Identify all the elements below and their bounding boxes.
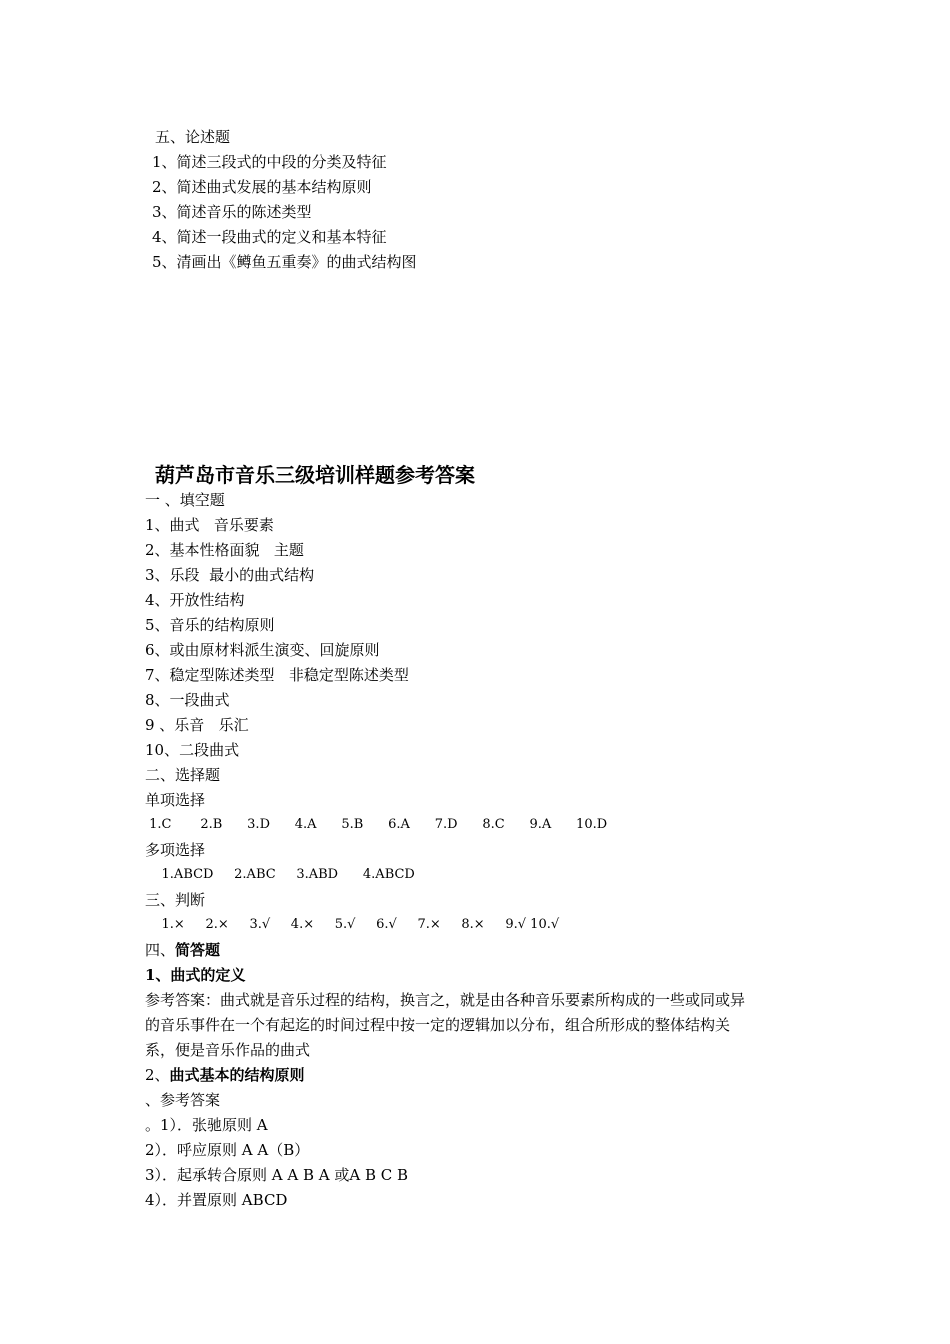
- q2-item: 4）．并置原则 ABCD: [145, 1191, 288, 1209]
- q1-answer-line: 参考答案：曲式就是音乐过程的结构，换言之，就是由各种音乐要素所构成的一些或同或异: [145, 991, 746, 1009]
- answers-title: 葫芦岛市音乐三级培训样题参考答案: [155, 463, 475, 487]
- fill-item: 3、乐段 最小的曲式结构: [145, 566, 315, 584]
- fill-item: 2、基本性格面貌 主题: [145, 541, 304, 559]
- fill-item: 7、稳定型陈述类型 非稳定型陈述类型: [145, 666, 409, 684]
- q2-title: [145, 1065, 305, 1085]
- q2-title-bold: 曲式基本的结构原则: [169, 1066, 305, 1084]
- judge-heading: 三、判断: [145, 891, 206, 909]
- fill-item: 5、音乐的结构原则: [145, 616, 275, 634]
- q2-prefix: 2、: [145, 1066, 170, 1084]
- q1-title: 1、曲式的定义: [145, 966, 246, 984]
- section5-item: 3、简述音乐的陈述类型: [152, 203, 312, 221]
- short-heading-bold: 简答题: [175, 941, 221, 959]
- fill-item: 6、或由原材料派生演变、回旋原则: [145, 641, 380, 659]
- fill-item: 1、曲式 音乐要素: [145, 516, 274, 534]
- short-answer-heading: [145, 940, 220, 960]
- choice-heading: 二、选择题: [145, 766, 221, 784]
- single-choice-answers: 1.C 2.B 3.D 4.A 5.B 6.A 7.D 8.C 9.A 10.D: [145, 817, 608, 832]
- fill-heading: 一 、填空题: [145, 491, 225, 509]
- section5-item: 1、简述三段式的中段的分类及特征: [152, 153, 387, 171]
- q1-answer-line: 系，便是音乐作品的曲式: [145, 1041, 311, 1059]
- multi-choice-answers: 1.ABCD 2.ABC 3.ABD 4.ABCD: [145, 867, 415, 882]
- short-heading-prefix: 四、: [145, 941, 176, 959]
- section5-item: 2、简述曲式发展的基本结构原则: [152, 178, 372, 196]
- fill-item: 10、二段曲式: [145, 741, 240, 759]
- fill-item: 8、一段曲式: [145, 691, 230, 709]
- single-choice-heading: 单项选择: [145, 791, 206, 809]
- q1-answer-line: 的音乐事件在一个有起迄的时间过程中按一定的逻辑加以分布，组合所形成的整体结构关: [145, 1016, 731, 1034]
- fill-item: 9 、乐音 乐汇: [145, 716, 249, 734]
- judge-answers: 1.× 2.× 3.√ 4.× 5.√ 6.√ 7.× 8.× 9.√ 10.√: [145, 917, 560, 932]
- section5-item: 5、清画出《鳟鱼五重奏》的曲式结构图: [152, 253, 417, 271]
- q2-item: 3）．起承转合原则 A A B A 或A B C B: [145, 1166, 409, 1184]
- q2-reference: 、参考答案: [145, 1091, 221, 1109]
- q2-item: 2）．呼应原则 A A（B）: [145, 1141, 310, 1159]
- q2-item: 。1）．张驰原则 A: [145, 1116, 268, 1134]
- section5-item: 4、简述一段曲式的定义和基本特征: [152, 228, 387, 246]
- section5-heading: 五、论述题: [155, 128, 231, 146]
- multi-choice-heading: 多项选择: [145, 841, 206, 859]
- fill-item: 4、开放性结构: [145, 591, 245, 609]
